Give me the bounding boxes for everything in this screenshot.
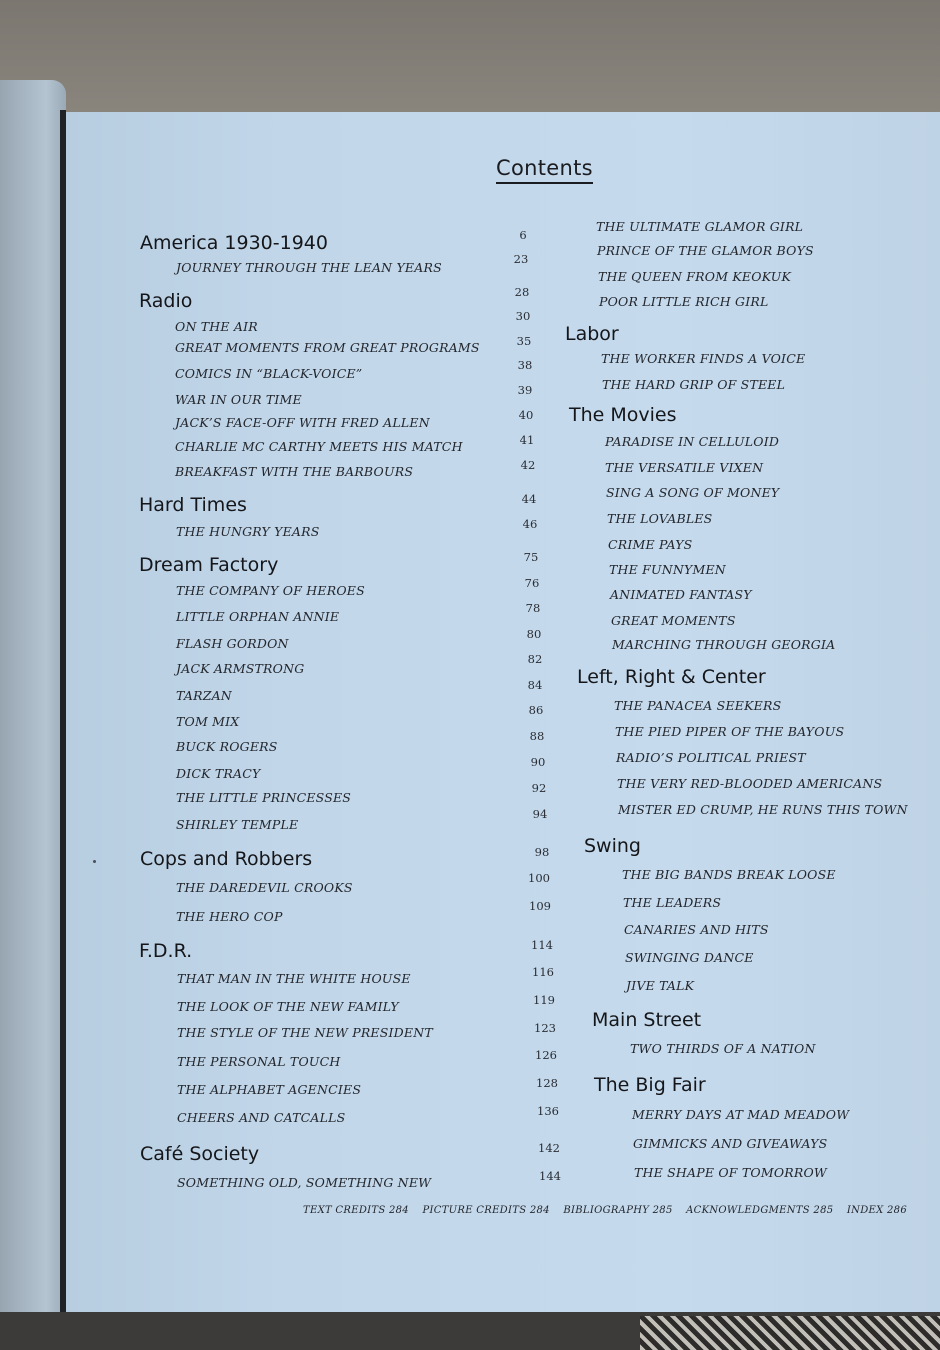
toc-entry: CHARLIE MC CARTHY MEETS HIS MATCH [175, 439, 463, 454]
page-number: 41 [519, 433, 535, 447]
toc-entry: THE DAREDEVIL CROOKS [176, 880, 353, 895]
toc-entry: CRIME PAYS [608, 537, 693, 552]
page-number: 86 [528, 703, 544, 717]
toc-entry: THE PIED PIPER OF THE BAYOUS [615, 724, 845, 739]
toc-entry: THE PERSONAL TOUCH [177, 1054, 341, 1069]
page-number: 94 [532, 807, 548, 821]
section-heading: Radio [139, 290, 193, 312]
section-heading: F.D.R. [139, 940, 193, 962]
toc-entry: JOURNEY THROUGH THE LEAN YEARS [176, 260, 442, 275]
toc-entry: THE WORKER FINDS A VOICE [601, 351, 806, 366]
toc-entry: THE HERO COP [176, 909, 283, 924]
toc-entry: GREAT MOMENTS FROM GREAT PROGRAMS [175, 340, 480, 355]
toc-entry: THE STYLE OF THE NEW PRESIDENT [177, 1025, 433, 1040]
background-top [0, 0, 940, 120]
toc-entry: DICK TRACY [176, 766, 261, 781]
section-heading: Left, Right & Center [577, 666, 766, 688]
toc-entry: THE BIG BANDS BREAK LOOSE [622, 867, 836, 882]
page-number: 84 [527, 678, 543, 692]
page-number: 116 [532, 965, 554, 979]
toc-entry: PRINCE OF THE GLAMOR BOYS [597, 243, 814, 258]
section-heading: Hard Times [139, 494, 247, 516]
page-number: 39 [517, 383, 533, 397]
toc-entry: THE VERSATILE VIXEN [605, 460, 764, 475]
toc-entry: SING A SONG OF MONEY [606, 485, 780, 500]
section-heading: The Big Fair [594, 1074, 706, 1096]
toc-entry: GIMMICKS AND GIVEAWAYS [633, 1136, 828, 1151]
toc-entry: THE PANACEA SEEKERS [614, 698, 782, 713]
toc-entry: THE LOOK OF THE NEW FAMILY [177, 999, 399, 1014]
toc-entry: GREAT MOMENTS [611, 613, 736, 628]
page-number: 40 [518, 408, 534, 422]
toc-entry: ON THE AIR [175, 319, 258, 334]
toc-entry: THE VERY RED-BLOODED AMERICANS [617, 776, 883, 791]
page-number: 23 [513, 252, 529, 266]
toc-entry: FLASH GORDON [176, 636, 289, 651]
page-number: 90 [530, 755, 546, 769]
page-number: 46 [522, 517, 538, 531]
section-heading: The Movies [569, 404, 677, 426]
book-spine [60, 110, 66, 1335]
toc-entry: BUCK ROGERS [176, 739, 278, 754]
footer-acknowledgments: ACKNOWLEDGMENTS 285 [686, 1205, 834, 1216]
section-heading: Main Street [592, 1009, 702, 1031]
toc-entry: THE HARD GRIP OF STEEL [602, 377, 786, 392]
page-number: 123 [534, 1021, 556, 1035]
page-speck [93, 860, 96, 863]
section-heading: Dream Factory [139, 554, 279, 576]
toc-entry: PARADISE IN CELLULOID [605, 434, 780, 449]
page-title: Contents [496, 155, 593, 184]
page-number: 30 [515, 309, 531, 323]
page-number: 88 [529, 729, 545, 743]
footer-index: INDEX 286 [846, 1205, 907, 1216]
page-number: 98 [534, 845, 550, 859]
page-number: 75 [523, 550, 539, 564]
page-number: 38 [517, 358, 533, 372]
toc-entry: TOM MIX [176, 714, 240, 729]
page-number: 126 [535, 1048, 557, 1062]
toc-entry: JACK ARMSTRONG [176, 661, 305, 676]
toc-entry: THE ULTIMATE GLAMOR GIRL [596, 219, 804, 234]
toc-entry: POOR LITTLE RICH GIRL [599, 294, 769, 309]
toc-entry: THE ALPHABET AGENCIES [177, 1082, 362, 1097]
page-number: 136 [537, 1104, 559, 1118]
page-number: 35 [516, 334, 532, 348]
toc-entry: SHIRLEY TEMPLE [176, 817, 299, 832]
page-number: 92 [531, 781, 547, 795]
page-number: 6 [519, 228, 527, 242]
toc-entry: THE FUNNYMEN [609, 562, 726, 577]
page-number: 42 [520, 458, 536, 472]
section-heading: Café Society [140, 1143, 260, 1165]
toc-entry: WAR IN OUR TIME [175, 392, 302, 407]
toc-entry: THE SHAPE OF TOMORROW [634, 1165, 827, 1180]
toc-entry: CANARIES AND HITS [624, 922, 769, 937]
section-heading: Cops and Robbers [140, 848, 313, 870]
toc-entry: TARZAN [176, 688, 232, 703]
section-heading: Labor [565, 323, 619, 345]
footer-bibliography: BIBLIOGRAPHY 285 [563, 1205, 673, 1216]
page-number: 109 [529, 899, 551, 913]
toc-entry: SWINGING DANCE [625, 950, 754, 965]
toc-entry: THE QUEEN FROM KEOKUK [598, 269, 792, 284]
toc-entry: THE HUNGRY YEARS [176, 524, 320, 539]
toc-entry: CHEERS AND CATCALLS [177, 1110, 346, 1125]
toc-entry: BREAKFAST WITH THE BARBOURS [175, 464, 414, 479]
toc-entry: JIVE TALK [626, 978, 695, 993]
toc-entry: JACK’S FACE-OFF WITH FRED ALLEN [175, 415, 430, 430]
section-heading: America 1930-1940 [140, 232, 328, 254]
tablecloth-pattern [640, 1316, 940, 1350]
page-number: 80 [526, 627, 542, 641]
footer-picture-credits: PICTURE CREDITS 284 [422, 1205, 550, 1216]
section-heading: Swing [584, 835, 641, 857]
toc-entry: MARCHING THROUGH GEORGIA [612, 637, 836, 652]
toc-entry: THE COMPANY OF HEROES [176, 583, 365, 598]
toc-entry: ANIMATED FANTASY [610, 587, 752, 602]
page-number: 100 [528, 871, 550, 885]
page-number: 114 [531, 938, 553, 952]
footer-text-credits: TEXT CREDITS 284 [303, 1205, 409, 1216]
page-number: 142 [538, 1141, 560, 1155]
toc-entry: THE LEADERS [623, 895, 722, 910]
page-number: 78 [525, 601, 541, 615]
toc-entry: MISTER ED CRUMP, HE RUNS THIS TOWN [618, 802, 908, 817]
page-number: 82 [527, 652, 543, 666]
back-matter-line [303, 1205, 907, 1216]
toc-entry: COMICS IN “BLACK-VOICE” [175, 366, 363, 381]
page-number: 76 [524, 576, 540, 590]
page-number: 44 [521, 492, 537, 506]
page-number: 144 [539, 1169, 561, 1183]
toc-entry: THAT MAN IN THE WHITE HOUSE [177, 971, 411, 986]
toc-entry: SOMETHING OLD, SOMETHING NEW [177, 1175, 432, 1190]
toc-entry: THE LITTLE PRINCESSES [176, 790, 352, 805]
toc-entry: TWO THIRDS OF A NATION [630, 1041, 816, 1056]
page-number: 128 [536, 1076, 558, 1090]
toc-entry: LITTLE ORPHAN ANNIE [176, 609, 340, 624]
left-page-edge [0, 80, 66, 1335]
toc-entry: RADIO’S POLITICAL PRIEST [616, 750, 806, 765]
toc-entry: THE LOVABLES [607, 511, 713, 526]
toc-entry: MERRY DAYS AT MAD MEADOW [632, 1107, 850, 1122]
page-number: 119 [533, 993, 555, 1007]
page-number: 28 [514, 285, 530, 299]
